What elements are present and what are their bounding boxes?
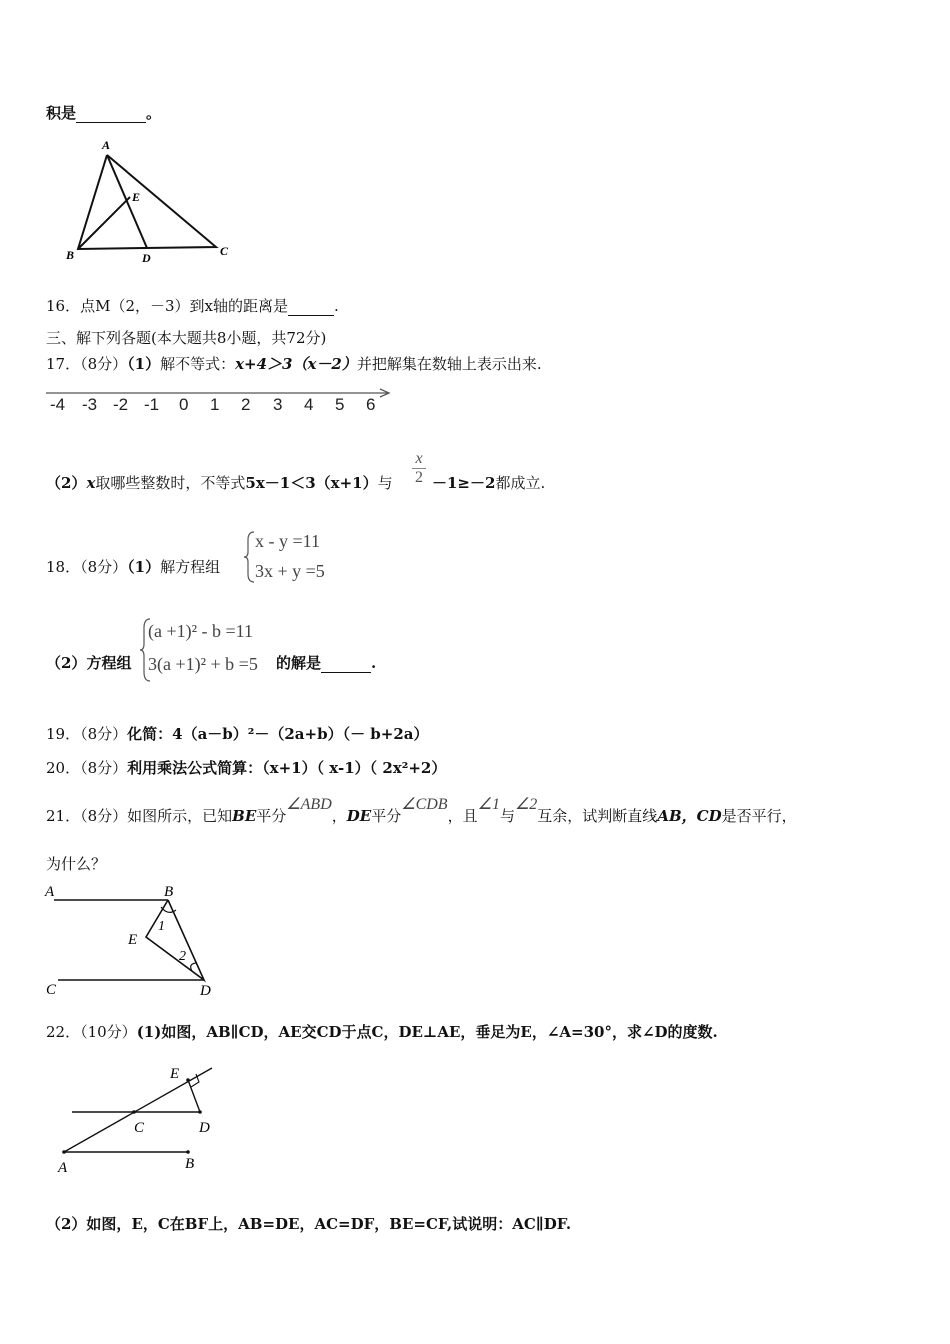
- label-d: D: [199, 1120, 210, 1136]
- tick-label: 3: [273, 395, 283, 414]
- tick-label: 5: [335, 395, 345, 414]
- system1-eq1: x - y =11: [255, 531, 320, 551]
- label-angle-2: 2: [179, 949, 186, 964]
- section-3-title: 三、解下列各题(本大题共8小题，共72分): [46, 329, 327, 347]
- question-20: 20．（8分）利用乘法公式简算：（x+1）（ x-1）（ 2x²+2）: [46, 759, 447, 777]
- system2-eq2: 3(a +1)² + b =5: [148, 654, 258, 674]
- fraction-x-over-2: $\frac{x}{2}$: [412, 450, 426, 487]
- tick-label: -3: [82, 395, 98, 414]
- figure-parallel-lines-22: [50, 1060, 230, 1185]
- number-line-ticks: [46, 395, 386, 419]
- label-c: C: [134, 1120, 145, 1136]
- label-a: A: [102, 138, 111, 152]
- label-c: C: [46, 982, 57, 998]
- label-b: B: [66, 248, 75, 262]
- question-17-part2-tail: －1≥－2都成立.: [432, 474, 546, 492]
- answer-blank[interactable]: [321, 658, 371, 673]
- label-d: D: [142, 251, 151, 265]
- question-21: 21．（8分）如图所示，已知BE平分∠ABD，DE平分∠CDB，且∠1与∠2互余，试判断直线AB，CD是否平行，: [46, 796, 797, 825]
- question-22-part2: （2）如图，E，C在BF上，AB=DE，AC=DF，BE=CF,试说明：AC∥DF.: [46, 1215, 572, 1233]
- tick-label: 1: [210, 395, 220, 414]
- question-18-part1: 18．（8分）（1）解方程组: [46, 558, 221, 576]
- label-c: C: [220, 244, 229, 258]
- question-17-part2: （2）x取哪些整数时，不等式5x－1＜3（x+1）与: [46, 474, 393, 492]
- answer-blank[interactable]: [76, 108, 146, 123]
- tick-label: -1: [144, 395, 160, 414]
- tick-label: 2: [241, 395, 251, 414]
- tick-label: 6: [366, 395, 376, 414]
- system1-eq2: 3x + y =5: [255, 561, 325, 581]
- question-21-line2: 为什么？: [46, 855, 107, 873]
- label-e: E: [128, 932, 138, 948]
- tick-label: 0: [179, 395, 189, 414]
- tick-label: -4: [50, 395, 66, 414]
- system2-eq1: (a +1)² - b =11: [148, 621, 254, 641]
- question-18-part2-tail: 的解是 .: [276, 654, 377, 672]
- label-a: A: [45, 884, 55, 900]
- question-22-part1: 22．（10分）(1)如图，AB∥CD，AE交CD于点C，DE⊥AE，垂足为E，∠A=30°，求∠D的度数.: [46, 1023, 718, 1041]
- label-b: B: [185, 1156, 195, 1172]
- label-e: E: [170, 1066, 180, 1082]
- label-d: D: [200, 983, 211, 999]
- question-16: 16．点M（2，－3）到x轴的距离是 .: [46, 297, 339, 315]
- question-19: 19．（8分）化简：4（a－b）²－（2a+b）（－ b+2a）: [46, 725, 429, 743]
- answer-blank[interactable]: [288, 301, 334, 316]
- label-angle-1: 1: [158, 919, 165, 934]
- label-b: B: [164, 884, 174, 900]
- question-17-part1: 17．（8分）（1）解不等式：x+4＞3（x－2）并把解集在数轴上表示出来.: [46, 355, 542, 373]
- figure-triangle-abc: [60, 135, 250, 265]
- figure-parallel-lines-21: [40, 880, 230, 1000]
- label-a: A: [58, 1160, 68, 1176]
- q15-tail: 积是 。: [46, 104, 162, 122]
- question-18-part2-label: （2）方程组: [46, 654, 132, 672]
- label-e: E: [132, 190, 141, 204]
- tick-label: -2: [113, 395, 129, 414]
- tick-label: 4: [304, 395, 314, 414]
